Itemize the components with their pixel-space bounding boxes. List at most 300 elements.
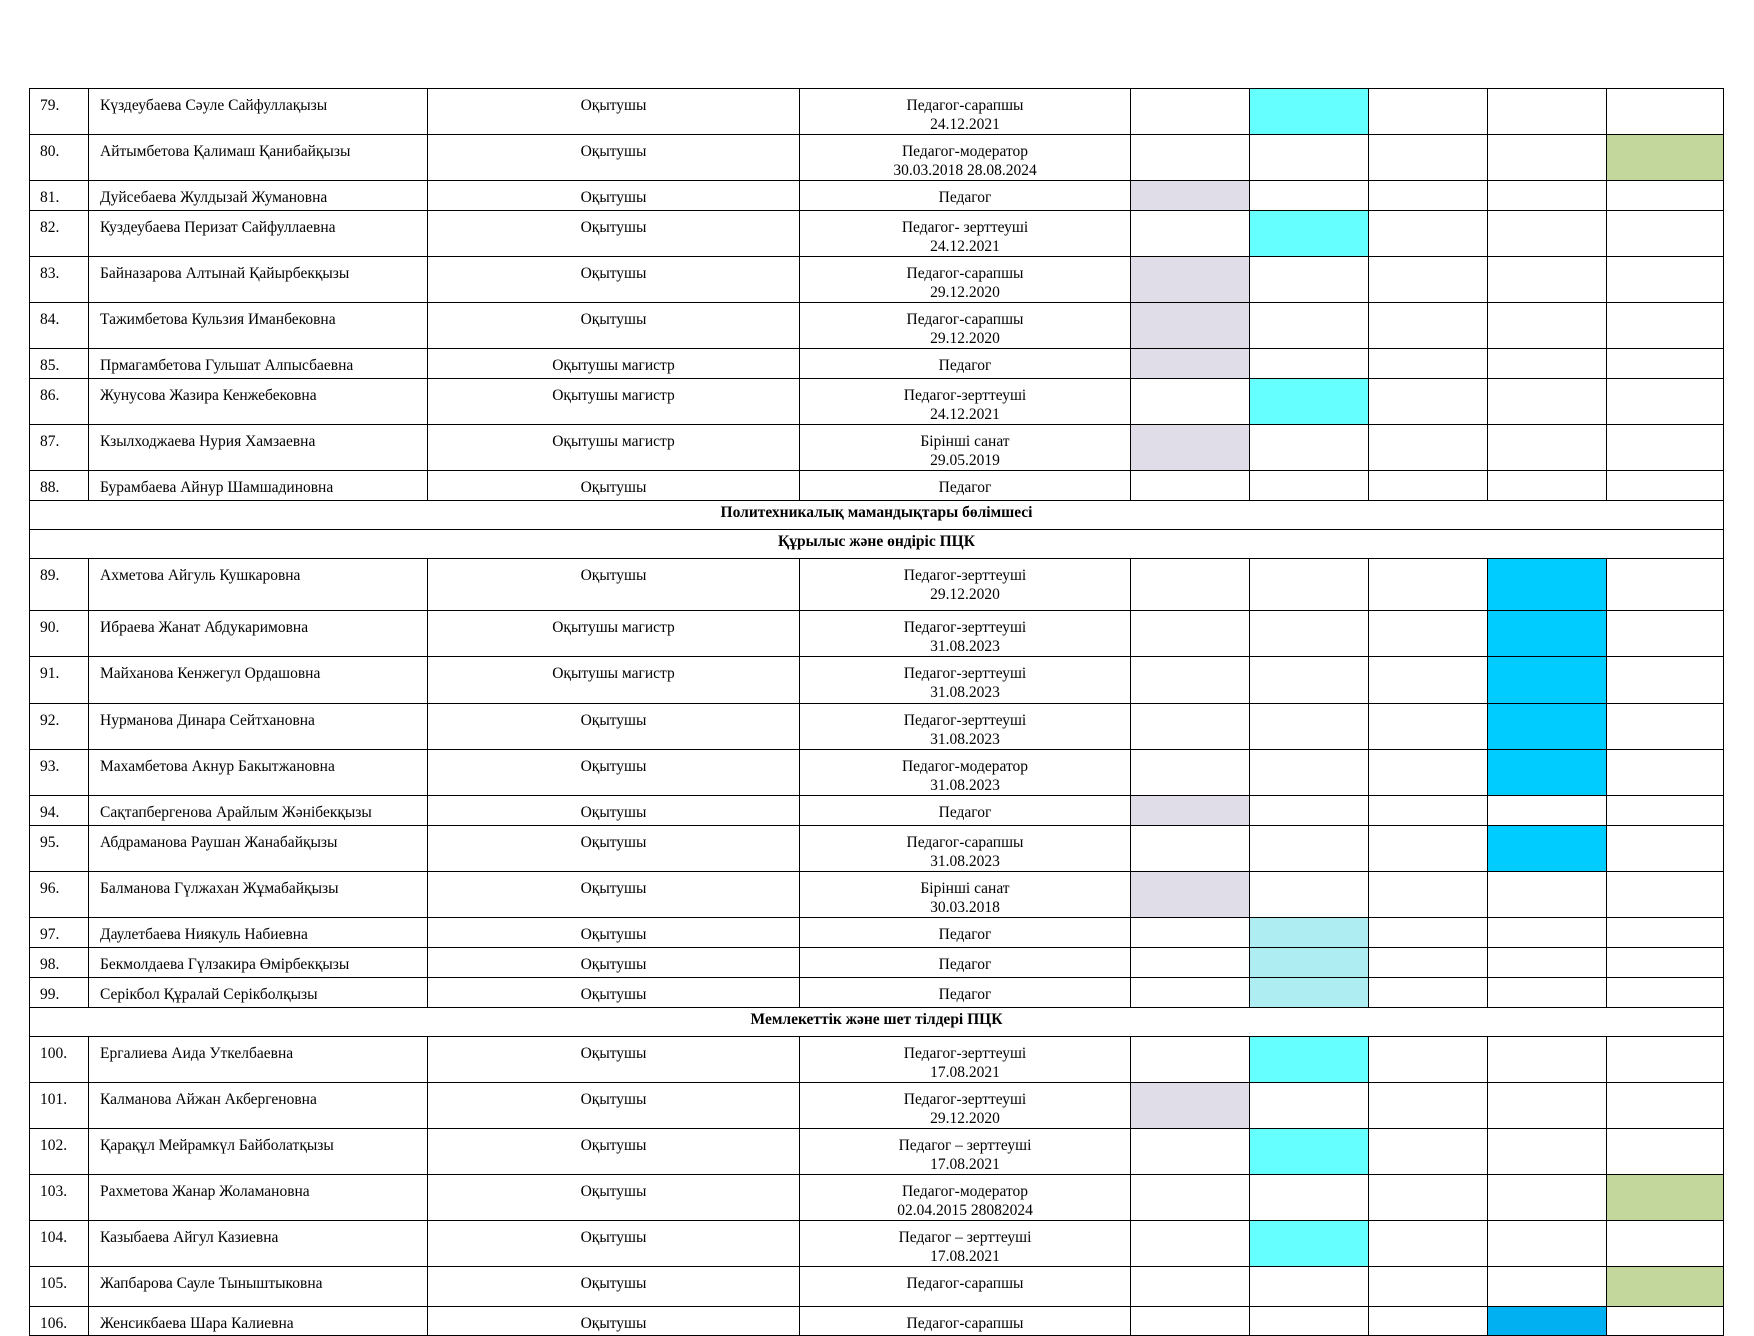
category-date: 29.05.2019	[930, 452, 1000, 469]
category-indicator-cell-5	[1607, 211, 1724, 257]
category-indicator-cell-3	[1369, 425, 1488, 471]
row-number: 92.	[30, 704, 89, 750]
category-indicator-cell-4	[1488, 425, 1607, 471]
category-cell	[800, 948, 1131, 978]
category-indicator-cell-2	[1250, 918, 1369, 948]
category-cell	[800, 379, 1131, 425]
category-date: 24.12.2021	[930, 116, 1000, 133]
category-indicator-cell-4	[1488, 1221, 1607, 1267]
teacher-name: Сақтапбергенова Арайлым Жәнібекқызы	[89, 796, 428, 826]
position-cell: Оқытушы	[428, 1129, 800, 1175]
position-cell: Оқытушы магистр	[428, 349, 800, 379]
category-indicator-cell-2	[1250, 1083, 1369, 1129]
category-indicator-cell-4	[1488, 872, 1607, 918]
table-row	[30, 1129, 1724, 1175]
category-indicator-cell-5	[1607, 181, 1724, 211]
category-indicator-cell-3	[1369, 872, 1488, 918]
category-cell	[800, 872, 1131, 918]
category-indicator-cell-3	[1369, 1037, 1488, 1083]
category-indicator-cell-4	[1488, 796, 1607, 826]
category-title: Педагог	[938, 189, 992, 206]
category-cell	[800, 1307, 1131, 1336]
category-title: Педагог	[938, 956, 992, 973]
row-number: 85.	[30, 349, 89, 379]
table-row	[30, 257, 1724, 303]
category-indicator-cell-5	[1607, 303, 1724, 349]
position-cell: Оқытушы	[428, 948, 800, 978]
row-number: 81.	[30, 181, 89, 211]
table-row	[30, 303, 1724, 349]
table-row	[30, 211, 1724, 257]
category-indicator-cell-3	[1369, 135, 1488, 181]
table-row	[30, 1221, 1724, 1267]
category-indicator-cell-3	[1369, 657, 1488, 704]
position-cell: Оқытушы	[428, 704, 800, 750]
category-indicator-cell-1	[1131, 379, 1250, 425]
category-title: Педагог-модератор	[901, 143, 1029, 160]
row-number: 82.	[30, 211, 89, 257]
category-title: Педагог-сарапшы	[906, 311, 1024, 328]
category-indicator-cell-5	[1607, 559, 1724, 611]
category-cell	[800, 349, 1131, 379]
category-cell	[800, 257, 1131, 303]
category-indicator-cell-1	[1131, 1175, 1250, 1221]
category-title: Педагог-зерттеуші	[903, 619, 1027, 636]
category-indicator-cell-1	[1131, 978, 1250, 1008]
category-indicator-cell-1	[1131, 1307, 1250, 1336]
position-cell: Оқытушы магистр	[428, 657, 800, 704]
category-indicator-cell-5	[1607, 1083, 1724, 1129]
category-indicator-cell-4	[1488, 978, 1607, 1008]
category-indicator-cell-1	[1131, 1221, 1250, 1267]
category-title: Педагог-зерттеуші	[903, 387, 1027, 404]
category-indicator-cell-3	[1369, 750, 1488, 796]
category-date: 31.08.2023	[930, 777, 1000, 794]
category-indicator-cell-2	[1250, 657, 1369, 704]
teacher-name: Айтымбетова Қалимаш Қанибайқызы	[89, 135, 428, 181]
category-title: Педагог-зерттеуші	[903, 1091, 1027, 1108]
row-number: 99.	[30, 978, 89, 1008]
category-indicator-cell-5	[1607, 471, 1724, 501]
row-number: 89.	[30, 559, 89, 611]
category-indicator-cell-2	[1250, 1267, 1369, 1307]
table-row	[30, 826, 1724, 872]
category-indicator-cell-3	[1369, 796, 1488, 826]
table-row	[30, 1267, 1724, 1307]
table-row	[30, 1175, 1724, 1221]
teacher-name: Дуйсебаева Жулдызай Жумановна	[89, 181, 428, 211]
category-indicator-cell-5	[1607, 257, 1724, 303]
teacher-name: Калманова Айжан Акбергеновна	[89, 1083, 428, 1129]
category-indicator-cell-3	[1369, 1083, 1488, 1129]
row-number: 88.	[30, 471, 89, 501]
teacher-name: Ахметова Айгуль Кушкаровна	[89, 559, 428, 611]
category-indicator-cell-3	[1369, 826, 1488, 872]
row-number: 103.	[30, 1175, 89, 1221]
section-header-row	[30, 1008, 1724, 1037]
table-row	[30, 1307, 1724, 1336]
position-cell: Оқытушы	[428, 796, 800, 826]
position-cell: Оқытушы	[428, 978, 800, 1008]
category-date: 24.12.2021	[930, 406, 1000, 423]
teacher-name: Даулетбаева Ниякуль Набиевна	[89, 918, 428, 948]
category-indicator-cell-1	[1131, 657, 1250, 704]
category-date: 17.08.2021	[930, 1064, 1000, 1081]
row-number: 106.	[30, 1307, 89, 1336]
category-date: 17.08.2021	[930, 1248, 1000, 1265]
category-indicator-cell-3	[1369, 918, 1488, 948]
teacher-name: Тажимбетова Кульзия Иманбековна	[89, 303, 428, 349]
table-row	[30, 1083, 1724, 1129]
teacher-name: Нурманова Динара Сейтхановна	[89, 704, 428, 750]
section-title: Құрылыс және өндіріс ПЦК	[30, 530, 1724, 559]
category-cell	[800, 826, 1131, 872]
teacher-name: Казыбаева Айгул Казиевна	[89, 1221, 428, 1267]
category-indicator-cell-3	[1369, 611, 1488, 657]
category-indicator-cell-3	[1369, 303, 1488, 349]
staff-qualification-table	[29, 88, 1724, 1336]
category-indicator-cell-5	[1607, 1175, 1724, 1221]
teacher-name: Жунусова Жазира Кенжебековна	[89, 379, 428, 425]
category-indicator-cell-2	[1250, 379, 1369, 425]
category-indicator-cell-4	[1488, 559, 1607, 611]
position-cell: Оқытушы	[428, 918, 800, 948]
teacher-name: Махамбетова Акнур Бакытжановна	[89, 750, 428, 796]
category-indicator-cell-1	[1131, 257, 1250, 303]
category-cell	[800, 1175, 1131, 1221]
position-cell: Оқытушы	[428, 257, 800, 303]
category-date: 31.08.2023	[930, 853, 1000, 870]
category-indicator-cell-2	[1250, 948, 1369, 978]
category-cell	[800, 1037, 1131, 1083]
category-indicator-cell-4	[1488, 918, 1607, 948]
row-number: 86.	[30, 379, 89, 425]
category-indicator-cell-4	[1488, 704, 1607, 750]
category-indicator-cell-1	[1131, 750, 1250, 796]
category-title: Бірінші санат	[920, 880, 1010, 897]
category-indicator-cell-5	[1607, 611, 1724, 657]
category-title: Педагог-сарапшы	[906, 97, 1024, 114]
teacher-name: Жапбарова Сауле Тыныштыковна	[89, 1267, 428, 1307]
category-indicator-cell-2	[1250, 704, 1369, 750]
position-cell: Оқытушы	[428, 303, 800, 349]
category-cell	[800, 796, 1131, 826]
category-title: Педагог-модератор	[901, 1183, 1029, 1200]
teacher-name: Бекмолдаева Гүлзакира Өмірбекқызы	[89, 948, 428, 978]
category-indicator-cell-1	[1131, 948, 1250, 978]
category-cell	[800, 704, 1131, 750]
position-cell: Оқытушы	[428, 1083, 800, 1129]
category-indicator-cell-5	[1607, 1307, 1724, 1336]
teacher-name: Қарақұл Мейрамкүл Байболатқызы	[89, 1129, 428, 1175]
category-indicator-cell-4	[1488, 379, 1607, 425]
teacher-name: Кзылходжаева Нурия Хамзаевна	[89, 425, 428, 471]
category-indicator-cell-1	[1131, 425, 1250, 471]
category-title: Педагог-сарапшы	[906, 1315, 1024, 1332]
category-cell	[800, 1267, 1131, 1307]
category-indicator-cell-4	[1488, 1129, 1607, 1175]
position-cell: Оқытушы магистр	[428, 611, 800, 657]
table-row	[30, 948, 1724, 978]
category-indicator-cell-4	[1488, 611, 1607, 657]
position-cell: Оқытушы магистр	[428, 425, 800, 471]
category-indicator-cell-1	[1131, 89, 1250, 135]
row-number: 79.	[30, 89, 89, 135]
category-indicator-cell-5	[1607, 425, 1724, 471]
category-title: Педагог-зерттеуші	[903, 665, 1027, 682]
table-row	[30, 918, 1724, 948]
category-indicator-cell-4	[1488, 750, 1607, 796]
category-indicator-cell-2	[1250, 1037, 1369, 1083]
category-indicator-cell-5	[1607, 657, 1724, 704]
position-cell: Оқытушы	[428, 1267, 800, 1307]
category-title: Педагог	[938, 804, 992, 821]
category-indicator-cell-3	[1369, 704, 1488, 750]
category-indicator-cell-3	[1369, 559, 1488, 611]
category-indicator-cell-5	[1607, 379, 1724, 425]
category-cell	[800, 611, 1131, 657]
category-cell	[800, 918, 1131, 948]
teacher-name: Женсикбаева Шара Калиевна	[89, 1307, 428, 1336]
category-indicator-cell-1	[1131, 559, 1250, 611]
category-title: Педагог-сарапшы	[906, 265, 1024, 282]
category-title: Педагог	[938, 357, 992, 374]
category-indicator-cell-3	[1369, 1221, 1488, 1267]
category-title: Бірінші санат	[920, 433, 1010, 450]
category-date: 17.08.2021	[930, 1156, 1000, 1173]
category-indicator-cell-2	[1250, 211, 1369, 257]
category-indicator-cell-4	[1488, 826, 1607, 872]
row-number: 105.	[30, 1267, 89, 1307]
category-title: Педагог – зерттеуші	[898, 1229, 1032, 1246]
row-number: 104.	[30, 1221, 89, 1267]
category-indicator-cell-2	[1250, 1221, 1369, 1267]
row-number: 96.	[30, 872, 89, 918]
category-indicator-cell-5	[1607, 826, 1724, 872]
category-title: Педагог-зерттеуші	[903, 567, 1027, 584]
row-number: 94.	[30, 796, 89, 826]
category-indicator-cell-2	[1250, 611, 1369, 657]
category-indicator-cell-5	[1607, 1129, 1724, 1175]
position-cell: Оқытушы	[428, 1175, 800, 1221]
section-header-row	[30, 501, 1724, 530]
category-indicator-cell-2	[1250, 559, 1369, 611]
teacher-name: Абдраманова Раушан Жанабайқызы	[89, 826, 428, 872]
category-title: Педагог-зерттеуші	[903, 1045, 1027, 1062]
category-date: 30.03.2018	[930, 899, 1000, 916]
category-title: Педагог- зерттеуші	[901, 219, 1029, 236]
table-row	[30, 872, 1724, 918]
row-number: 93.	[30, 750, 89, 796]
category-cell	[800, 303, 1131, 349]
section-title: Политехникалық мамандықтары бөлімшесі	[30, 501, 1724, 530]
category-date: 31.08.2023	[930, 731, 1000, 748]
category-indicator-cell-5	[1607, 1037, 1724, 1083]
category-indicator-cell-1	[1131, 211, 1250, 257]
category-cell	[800, 135, 1131, 181]
category-title: Педагог-модератор	[901, 758, 1029, 775]
table-row	[30, 181, 1724, 211]
row-number: 84.	[30, 303, 89, 349]
category-indicator-cell-2	[1250, 796, 1369, 826]
category-indicator-cell-4	[1488, 181, 1607, 211]
category-indicator-cell-4	[1488, 471, 1607, 501]
category-date: 02.04.2015 28082024	[897, 1202, 1033, 1219]
row-number: 87.	[30, 425, 89, 471]
category-indicator-cell-1	[1131, 471, 1250, 501]
category-cell	[800, 750, 1131, 796]
category-indicator-cell-3	[1369, 181, 1488, 211]
category-indicator-cell-4	[1488, 303, 1607, 349]
category-cell	[800, 1083, 1131, 1129]
category-indicator-cell-1	[1131, 181, 1250, 211]
category-title: Педагог	[938, 986, 992, 1003]
category-title: Педагог	[938, 479, 992, 496]
table-row	[30, 704, 1724, 750]
position-cell: Оқытушы	[428, 1221, 800, 1267]
category-indicator-cell-3	[1369, 379, 1488, 425]
table-row	[30, 425, 1724, 471]
category-indicator-cell-3	[1369, 1267, 1488, 1307]
category-title: Педагог	[938, 926, 992, 943]
category-indicator-cell-3	[1369, 471, 1488, 501]
category-indicator-cell-4	[1488, 657, 1607, 704]
category-indicator-cell-1	[1131, 1083, 1250, 1129]
table-row	[30, 349, 1724, 379]
category-indicator-cell-1	[1131, 826, 1250, 872]
category-indicator-cell-2	[1250, 750, 1369, 796]
teacher-name: Куздеубаева Перизат Сайфуллаевна	[89, 211, 428, 257]
category-indicator-cell-1	[1131, 872, 1250, 918]
table-row	[30, 135, 1724, 181]
category-indicator-cell-2	[1250, 181, 1369, 211]
section-title: Мемлекеттік және шет тілдері ПЦК	[30, 1008, 1724, 1037]
teacher-name: Бурамбаева Айнур Шамшадиновна	[89, 471, 428, 501]
category-indicator-cell-5	[1607, 918, 1724, 948]
row-number: 102.	[30, 1129, 89, 1175]
category-cell	[800, 978, 1131, 1008]
category-indicator-cell-3	[1369, 1175, 1488, 1221]
category-indicator-cell-3	[1369, 211, 1488, 257]
table-row	[30, 978, 1724, 1008]
row-number: 95.	[30, 826, 89, 872]
category-indicator-cell-5	[1607, 750, 1724, 796]
position-cell: Оқытушы	[428, 559, 800, 611]
category-cell	[800, 559, 1131, 611]
category-cell	[800, 471, 1131, 501]
category-indicator-cell-2	[1250, 135, 1369, 181]
category-indicator-cell-5	[1607, 872, 1724, 918]
category-indicator-cell-4	[1488, 211, 1607, 257]
table-row	[30, 657, 1724, 704]
category-indicator-cell-1	[1131, 349, 1250, 379]
position-cell: Оқытушы магистр	[428, 379, 800, 425]
teacher-name: Майханова Кенжегул Ордашовна	[89, 657, 428, 704]
category-date: 31.08.2023	[930, 684, 1000, 701]
position-cell: Оқытушы	[428, 826, 800, 872]
category-indicator-cell-2	[1250, 1175, 1369, 1221]
category-date: 29.12.2020	[930, 1110, 1000, 1127]
teacher-name: Күздеубаева Сәуле Сайфуллақызы	[89, 89, 428, 135]
category-indicator-cell-4	[1488, 135, 1607, 181]
category-indicator-cell-5	[1607, 1221, 1724, 1267]
category-indicator-cell-1	[1131, 303, 1250, 349]
category-indicator-cell-1	[1131, 1037, 1250, 1083]
category-indicator-cell-4	[1488, 89, 1607, 135]
category-indicator-cell-3	[1369, 978, 1488, 1008]
position-cell: Оқытушы	[428, 1307, 800, 1336]
category-indicator-cell-3	[1369, 1307, 1488, 1336]
table-row	[30, 750, 1724, 796]
category-indicator-cell-1	[1131, 918, 1250, 948]
category-date: 31.08.2023	[930, 638, 1000, 655]
category-cell	[800, 657, 1131, 704]
category-indicator-cell-5	[1607, 704, 1724, 750]
category-date: 24.12.2021	[930, 238, 1000, 255]
category-title: Педагог – зерттеуші	[898, 1137, 1032, 1154]
category-indicator-cell-4	[1488, 1175, 1607, 1221]
category-indicator-cell-2	[1250, 872, 1369, 918]
category-indicator-cell-5	[1607, 948, 1724, 978]
category-indicator-cell-3	[1369, 257, 1488, 303]
category-indicator-cell-3	[1369, 349, 1488, 379]
category-indicator-cell-1	[1131, 704, 1250, 750]
category-date: 29.12.2020	[930, 284, 1000, 301]
position-cell: Оқытушы	[428, 211, 800, 257]
staff-table-sheet	[29, 88, 1723, 1336]
category-indicator-cell-5	[1607, 135, 1724, 181]
teacher-name: Байназарова Алтынай Қайырбекқызы	[89, 257, 428, 303]
row-number: 83.	[30, 257, 89, 303]
row-number: 90.	[30, 611, 89, 657]
category-indicator-cell-5	[1607, 978, 1724, 1008]
position-cell: Оқытушы	[428, 135, 800, 181]
table-row	[30, 471, 1724, 501]
row-number: 101.	[30, 1083, 89, 1129]
teacher-name: Ергалиева Аида Уткелбаевна	[89, 1037, 428, 1083]
category-indicator-cell-4	[1488, 1267, 1607, 1307]
category-indicator-cell-4	[1488, 1307, 1607, 1336]
category-indicator-cell-1	[1131, 1129, 1250, 1175]
position-cell: Оқытушы	[428, 1037, 800, 1083]
table-row	[30, 559, 1724, 611]
row-number: 91.	[30, 657, 89, 704]
category-indicator-cell-3	[1369, 89, 1488, 135]
category-indicator-cell-2	[1250, 1307, 1369, 1336]
category-indicator-cell-5	[1607, 89, 1724, 135]
table-row	[30, 611, 1724, 657]
table-row	[30, 1037, 1724, 1083]
category-indicator-cell-1	[1131, 611, 1250, 657]
category-cell	[800, 181, 1131, 211]
teacher-name: Балманова Гүлжахан Жұмабайқызы	[89, 872, 428, 918]
category-indicator-cell-2	[1250, 89, 1369, 135]
category-cell	[800, 89, 1131, 135]
position-cell: Оқытушы	[428, 471, 800, 501]
category-title: Педагог-сарапшы	[906, 834, 1024, 851]
category-indicator-cell-2	[1250, 978, 1369, 1008]
category-date: 30.03.2018 28.08.2024	[893, 162, 1037, 179]
category-title: Педагог-сарапшы	[906, 1275, 1024, 1292]
category-indicator-cell-5	[1607, 1267, 1724, 1307]
position-cell: Оқытушы	[428, 872, 800, 918]
teacher-name: Прмагамбетова Гульшат Алпысбаевна	[89, 349, 428, 379]
category-indicator-cell-2	[1250, 257, 1369, 303]
table-row	[30, 796, 1724, 826]
category-indicator-cell-2	[1250, 303, 1369, 349]
category-indicator-cell-4	[1488, 1037, 1607, 1083]
category-indicator-cell-4	[1488, 948, 1607, 978]
